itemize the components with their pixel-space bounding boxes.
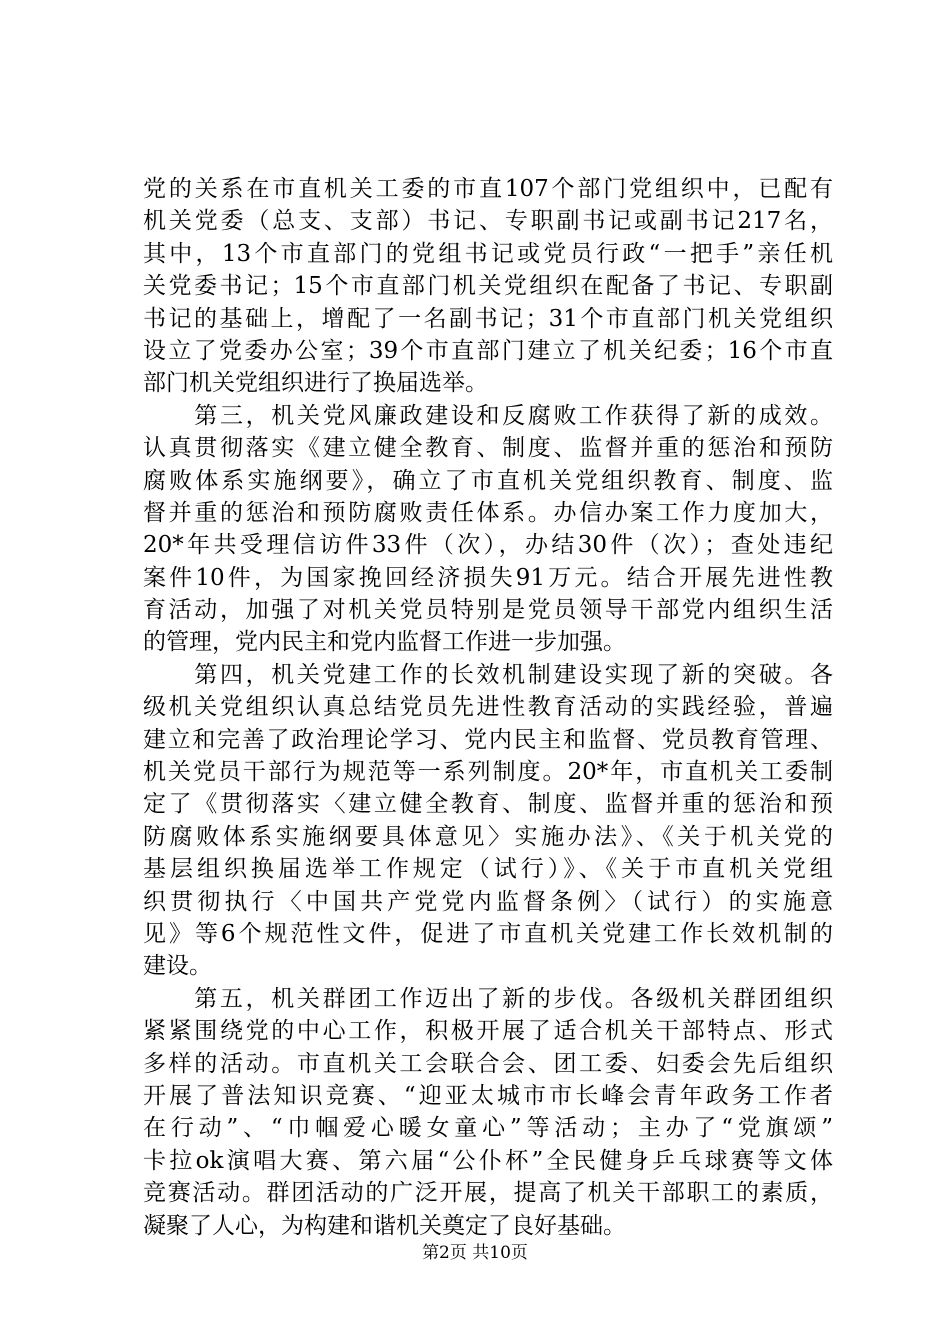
- text-line: 部门机关党组织进行了换届选举。: [143, 370, 488, 397]
- text-line: 第四，机关党建工作的长效机制建设实现了新的突破。各: [143, 661, 833, 688]
- text-line: 机关党委（总支、支部）书记、专职副书记或副书记217名，: [143, 208, 833, 235]
- text-line: 见》等6个规范性文件，促进了市直机关党建工作长效机制的: [143, 920, 833, 947]
- text-line: 织贯彻执行〈中国共产党党内监督条例〉（试行）的实施意: [143, 888, 833, 915]
- text-line: 建立和完善了政治理论学习、党内民主和监督、党员教育管理、: [143, 726, 833, 753]
- text-line: 竞赛活动。群团活动的广泛开展，提高了机关干部职工的素质，: [143, 1180, 833, 1207]
- text-line: 认真贯彻落实《建立健全教育、制度、监督并重的惩治和预防: [143, 435, 833, 462]
- text-line: 级机关党组织认真总结党员先进性教育活动的实践经验，普遍: [143, 694, 833, 721]
- page-number-footer: 第2页 共10页: [422, 1243, 528, 1263]
- text-line: 紧紧围绕党的中心工作，积极开展了适合机关干部特点、形式: [143, 1018, 833, 1045]
- text-line: 设立了党委办公室；39个市直部门建立了机关纪委；16个市直: [143, 337, 833, 364]
- text-line: 育活动，加强了对机关党员特别是党员领导干部党内组织生活: [143, 597, 833, 624]
- text-line: 的管理，党内民主和党内监督工作进一步加强。: [143, 629, 626, 656]
- text-line: 书记的基础上，增配了一名副书记；31个市直部门机关党组织: [143, 305, 833, 332]
- text-line: 建设。: [143, 953, 212, 980]
- text-line: 基层组织换届选举工作规定（试行）》、《关于市直机关党组: [143, 856, 833, 883]
- text-line: 第三，机关党风廉政建设和反腐败工作获得了新的成效。: [143, 402, 833, 429]
- text-line: 定了《贯彻落实〈建立健全教育、制度、监督并重的惩治和预: [143, 791, 833, 818]
- text-line: 党的关系在市直机关工委的市直107个部门党组织中，已配有: [143, 176, 833, 202]
- text-line: 其中，13个市直部门的党组书记或党员行政“一把手”亲任机: [143, 240, 833, 267]
- text-line: 案件10件，为国家挽回经济损失91万元。结合开展先进性教: [143, 564, 833, 591]
- text-line: 关党委书记；15个市直部门机关党组织在配备了书记、专职副: [143, 273, 833, 300]
- text-line: 卡拉ok演唱大赛、第六届“公仆杯”全民健身乒乓球赛等文体: [143, 1147, 833, 1174]
- text-line: 在行动”、“巾帼爱心暖女童心”等活动；主办了“党旗颂”: [143, 1115, 833, 1142]
- text-line: 多样的活动。市直机关工会联合会、团工委、妇委会先后组织: [143, 1050, 833, 1077]
- text-line: 机关党员干部行为规范等一系列制度。20*年，市直机关工委制: [143, 759, 833, 786]
- text-line: 防腐败体系实施纲要具体意见〉实施办法》、《关于机关党的: [143, 823, 833, 850]
- text-line: 开展了普法知识竞赛、“迎亚太城市市长峰会青年政务工作者: [143, 1082, 833, 1109]
- text-line: 第五，机关群团工作迈出了新的步伐。各级机关群团组织: [143, 985, 833, 1012]
- text-line: 凝聚了人心，为构建和谐机关奠定了良好基础。: [143, 1212, 626, 1239]
- text-line: 20*年共受理信访件33件（次），办结30件（次）；查处违纪: [143, 532, 833, 559]
- text-line: 腐败体系实施纲要》，确立了市直机关党组织教育、制度、监: [143, 467, 833, 494]
- document-body: [143, 173, 833, 1242]
- text-line: 督并重的惩治和预防腐败责任体系。办信办案工作力度加大，: [143, 499, 833, 526]
